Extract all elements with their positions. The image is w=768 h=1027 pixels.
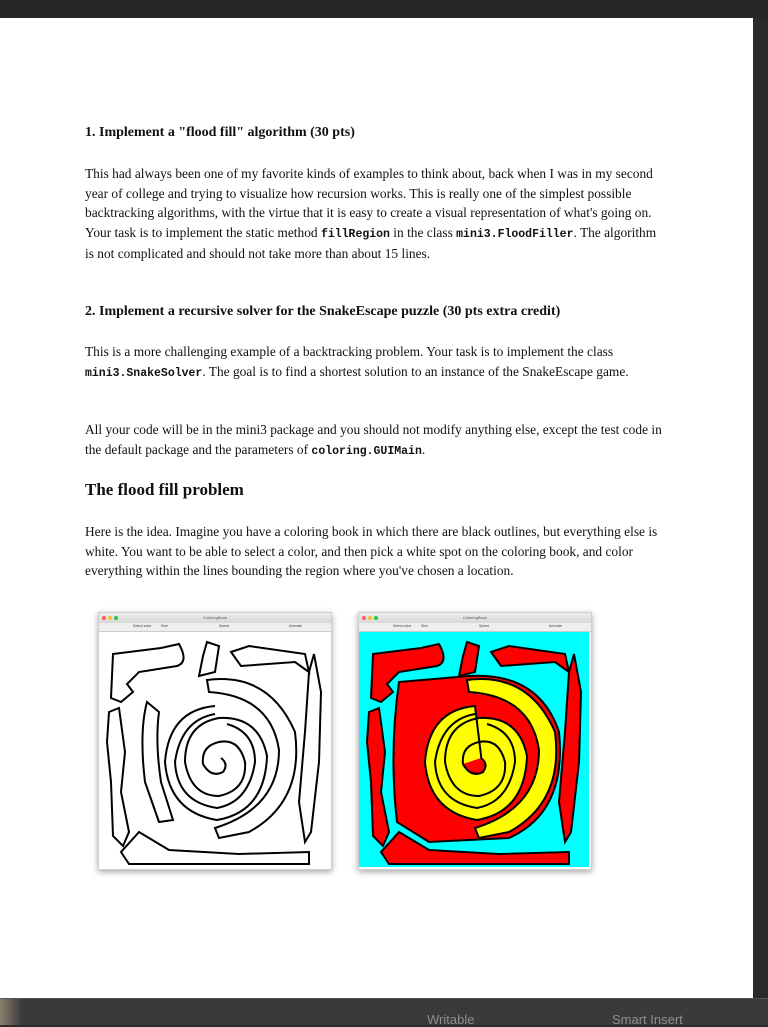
speed-label: Speed (219, 624, 230, 628)
outline-shape (199, 642, 219, 676)
code-guimain: coloring.GUIMain (311, 444, 422, 458)
select-color-button[interactable]: Select color (133, 624, 152, 628)
window-titlebar (359, 613, 591, 623)
status-bar-edge (0, 999, 22, 1025)
animate-checkbox[interactable]: Animate (549, 624, 562, 628)
window-titlebar (99, 613, 331, 623)
outline-shape (107, 708, 129, 846)
section-title: The flood fill problem (85, 480, 244, 499)
coloring-canvas[interactable] (99, 632, 331, 869)
paragraph-idea: Here is the idea. Imagine you have a coloring book in which there are black outlines, but everything else is white. You want to be able to select a color, and then pick a white spot on the coloring book, and color everything within the lines bounding the region where you've chosen a location. (85, 524, 658, 578)
text: . (421, 441, 426, 457)
speed-label: Speed (479, 624, 490, 628)
outline-shape (111, 644, 184, 702)
outline-shape (299, 654, 321, 842)
animate-checkbox[interactable]: Animate (289, 624, 302, 628)
size-label: Size (161, 624, 168, 628)
vertical-scrollbar[interactable] (753, 18, 768, 998)
coloring-window-before (98, 612, 332, 870)
coloring-canvas[interactable] (359, 632, 591, 869)
control-bar (359, 623, 591, 632)
paragraph-snake (85, 342, 665, 383)
code-fillRegion: fillRegion (320, 227, 390, 241)
filled-maze-drawing (359, 632, 589, 867)
heading-snake-solver: 2. Implement a recursive solver for the SnakeEscape puzzle (30 pts extra credit) (85, 304, 561, 319)
size-label: Size (421, 624, 428, 628)
text: in the class (389, 224, 457, 240)
text: . The algorithm is not complicated and should not take more than about 15 lines. (85, 224, 657, 261)
spiral-outline (165, 706, 267, 820)
text: This is a more challenging example of a backtracking problem. Your task is to implement the class (85, 344, 614, 359)
text: This had always been one of my favorite kinds of examples to think about, back when I was in my second year of college and trying to visualize how recursion works. This is really one of the simplest possible backtracking algorithms, with the virtue that it is easy to create a visual representation of what's going on. Your task is to implement the static method (85, 166, 653, 240)
outline-shape (231, 646, 309, 672)
window-top-bar (0, 0, 768, 18)
outline-shape (207, 679, 296, 838)
outline-shape (121, 832, 309, 864)
window-title: ColoringBook (202, 615, 227, 620)
code-floodfiller: mini3.FloodFiller (456, 227, 574, 241)
smart-insert-status: Smart Insert (612, 1012, 683, 1027)
window-title: ColoringBook (462, 615, 487, 620)
code-snakesolver: mini3.SnakeSolver (85, 366, 203, 380)
control-bar (99, 623, 331, 632)
select-color-button[interactable]: Select color (393, 624, 412, 628)
text: . The goal is to find a shortest solution to an instance of the SnakeEscape game. (202, 363, 629, 379)
paragraph-package (85, 420, 665, 461)
heading-flood-fill: 1. Implement a "flood fill" algorithm (30 pts) (85, 125, 355, 140)
document-page (0, 18, 753, 998)
coloring-window-after (358, 612, 592, 870)
spiral-outline (175, 714, 255, 808)
writable-status: Writable (427, 1012, 475, 1027)
editor-status-bar (0, 998, 768, 1025)
text: All your code will be in the mini3 package and you should not modify anything else, except the test code in the default package and the parameters of (85, 422, 662, 457)
paragraph-intro (85, 164, 665, 264)
outline-shape (142, 702, 173, 822)
maze-outline-drawing (99, 632, 329, 867)
